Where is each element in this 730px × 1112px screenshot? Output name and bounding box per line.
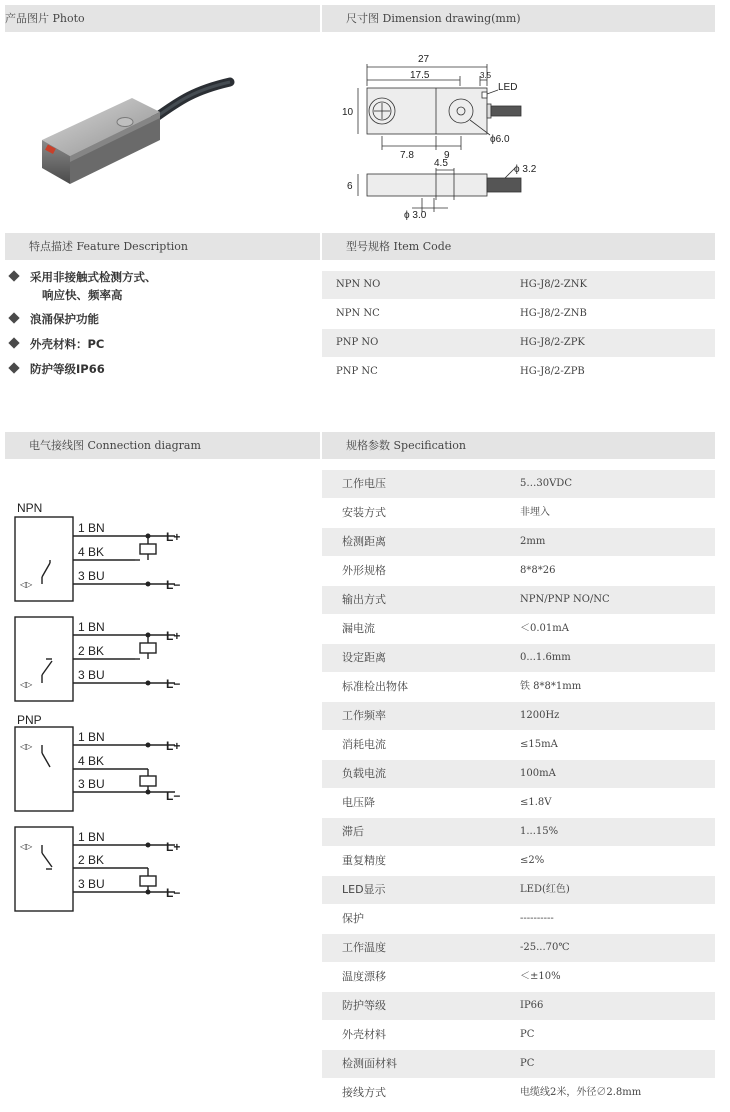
wire-bn: 1 BN [78,830,105,844]
lplus-label: L+ [166,739,181,753]
photo-header [5,5,320,32]
dim-d2: 9 [444,150,450,161]
spec-row [322,1021,715,1049]
dim-width: 27 [418,54,430,65]
spec-value: PC [520,1029,535,1040]
item-code-type: NPN NO [336,279,381,290]
item-code-type: PNP NO [336,337,379,348]
wire-bu: 3 BU [78,777,105,791]
sensor-symbol-icon: ◁▷ [20,580,33,589]
spec-key: 检测距离 [342,535,386,548]
dim-thick: 6 [347,181,353,192]
item-code-row [322,300,715,328]
wire-bu: 3 BU [78,668,105,682]
wire-bk: 4 BK [78,545,105,559]
spec-row [322,963,715,991]
diamond-bullet-icon [8,362,19,373]
sensor-symbol-icon: ◁▷ [20,680,33,689]
spec-key: LED显示 [342,883,386,896]
spec-row [322,876,715,904]
spec-row [322,702,715,730]
sensor-symbol-icon: ◁▷ [20,742,33,751]
npn-label: NPN [17,501,43,515]
dimension-header [322,5,715,32]
spec-key: 保护 [342,912,364,925]
item-code-header [322,233,715,260]
lplus-label: L+ [166,629,181,643]
specification-header [322,432,715,459]
spec-value: 非埋入 [520,507,550,518]
spec-key: 重复精度 [342,854,386,867]
dim-led: LED [498,82,518,93]
spec-key: 外壳材料 [342,1028,386,1041]
spec-key: 接线方式 [342,1086,386,1099]
spec-key: 消耗电流 [342,738,386,751]
dimension-header-label: 尺寸图 Dimension drawing(mm) [346,12,521,25]
spec-key: 工作电压 [342,477,386,490]
spec-row [322,673,715,701]
item-code-value: HG-J8/2-ZPK [520,337,585,348]
spec-row [322,905,715,933]
lminus-label: L− [166,578,181,592]
spec-value: 5…30VDC [520,478,572,489]
wire-bn: 1 BN [78,620,105,634]
spec-key: 工作温度 [342,941,386,954]
lminus-label: L− [166,886,181,900]
diamond-bullet-icon [8,312,19,323]
feature-item-1 [10,268,157,304]
photo-header-label: 产品图片 Photo [5,12,85,25]
spec-key: 工作频率 [342,709,386,722]
feature-header-label: 特点描述 Feature Description [29,240,188,253]
diamond-bullet-icon [8,270,19,281]
spec-value: 铁 8*8*1mm [520,681,582,692]
item-code-type: PNP NC [336,366,378,377]
spec-row [322,1079,715,1107]
sensor-symbol-icon: ◁▷ [20,842,33,851]
feature-text-4: 防护等级IP66 [30,362,105,376]
spec-row [322,992,715,1020]
spec-row [322,557,715,585]
item-code-type: NPN NC [336,308,380,319]
feature-text-1b: 响应快、频率高 [42,288,123,302]
pnp-label: PNP [17,713,42,727]
dim-small: 3.5 [480,71,492,80]
dim-height: 10 [342,107,354,118]
spec-value: ≤2% [520,855,545,866]
spec-row [322,499,715,527]
spec-value: 2mm [520,536,546,547]
spec-value: 0...1.6mm [520,652,571,663]
spec-key: 防护等级 [342,999,386,1012]
item-code-row [322,271,715,299]
spec-value: ≤1.8V [520,797,552,808]
wire-bn: 1 BN [78,521,105,535]
spec-key: 滞后 [342,825,364,838]
spec-row [322,731,715,759]
spec-key: 温度漂移 [342,970,386,983]
connection-header [5,432,320,459]
dim-offset: 17.5 [410,70,430,81]
spec-value: LED(红色) [520,884,570,895]
specification-header-label: 规格参数 Specification [346,439,466,452]
spec-key: 输出方式 [342,593,386,606]
spec-value: ＜0.01mA [520,623,569,634]
diamond-bullet-icon [8,337,19,348]
dim-d1: 7.8 [400,150,414,161]
wire-bk: 2 BK [78,853,105,867]
spec-value: 8*8*26 [520,565,556,576]
item-code-value: HG-J8/2-ZPB [520,366,585,377]
spec-value: ---------- [520,913,554,924]
spec-row [322,528,715,556]
item-code-row [322,358,715,386]
spec-key: 安装方式 [342,506,386,519]
spec-row [322,586,715,614]
wire-bu: 3 BU [78,877,105,891]
wire-bu: 3 BU [78,569,105,583]
connection-diagram [0,495,320,925]
spec-key: 检测面材料 [342,1057,397,1070]
spec-key: 外形规格 [342,564,386,577]
dim-side-top: 4.5 [434,158,448,169]
spec-value: -25...70℃ [520,942,570,953]
item-code-value: HG-J8/2-ZNK [520,279,587,290]
spec-key: 负载电流 [342,767,386,780]
spec-row [322,615,715,643]
spec-row [322,1050,715,1078]
lplus-label: L+ [166,530,181,544]
item-code-header-label: 型号规格 Item Code [346,240,452,253]
spec-key: 漏电流 [342,622,375,635]
feature-item-3 [10,335,104,353]
spec-row [322,760,715,788]
spec-row [322,847,715,875]
feature-text-3: 外壳材料：PC [30,337,105,351]
dimension-drawing [330,50,560,220]
spec-row [322,934,715,962]
dim-cable: ϕ 3.2 [514,164,537,175]
spec-row [322,644,715,672]
product-photo [30,60,260,210]
feature-header [5,233,320,260]
spec-key: 电压降 [342,796,375,809]
feature-item-2 [10,310,99,328]
spec-value: 1200Hz [520,710,560,721]
spec-value: ＜±10% [520,971,561,982]
spec-value: 电缆线2米，外径∅2.8mm [520,1087,642,1098]
dim-bore: ϕ 3.0 [404,210,427,220]
spec-value: ≤15mA [520,739,558,750]
wire-bk: 4 BK [78,754,105,768]
spec-key: 标准检出物体 [342,680,408,693]
feature-text-1a: 采用非接触式检测方式、 [30,270,157,284]
spec-row [322,789,715,817]
spec-value: 1...15% [520,826,559,837]
item-code-row [322,329,715,357]
item-code-value: HG-J8/2-ZNB [520,308,587,319]
feature-item-4 [10,360,105,378]
wire-bk: 2 BK [78,644,105,658]
lminus-label: L− [166,677,181,691]
lplus-label: L+ [166,840,181,854]
lminus-label: L− [166,789,181,803]
spec-row [322,470,715,498]
dim-hole: ϕ6.0 [490,134,510,145]
connection-header-label: 电气接线图 Connection diagram [29,439,201,452]
feature-text-2: 浪涌保护功能 [30,312,99,326]
spec-value: 100mA [520,768,556,779]
wire-bn: 1 BN [78,730,105,744]
spec-key: 设定距离 [342,651,386,664]
spec-row [322,818,715,846]
spec-value: NPN/PNP NO/NC [520,594,610,605]
spec-value: PC [520,1058,535,1069]
spec-value: IP66 [520,1000,544,1011]
